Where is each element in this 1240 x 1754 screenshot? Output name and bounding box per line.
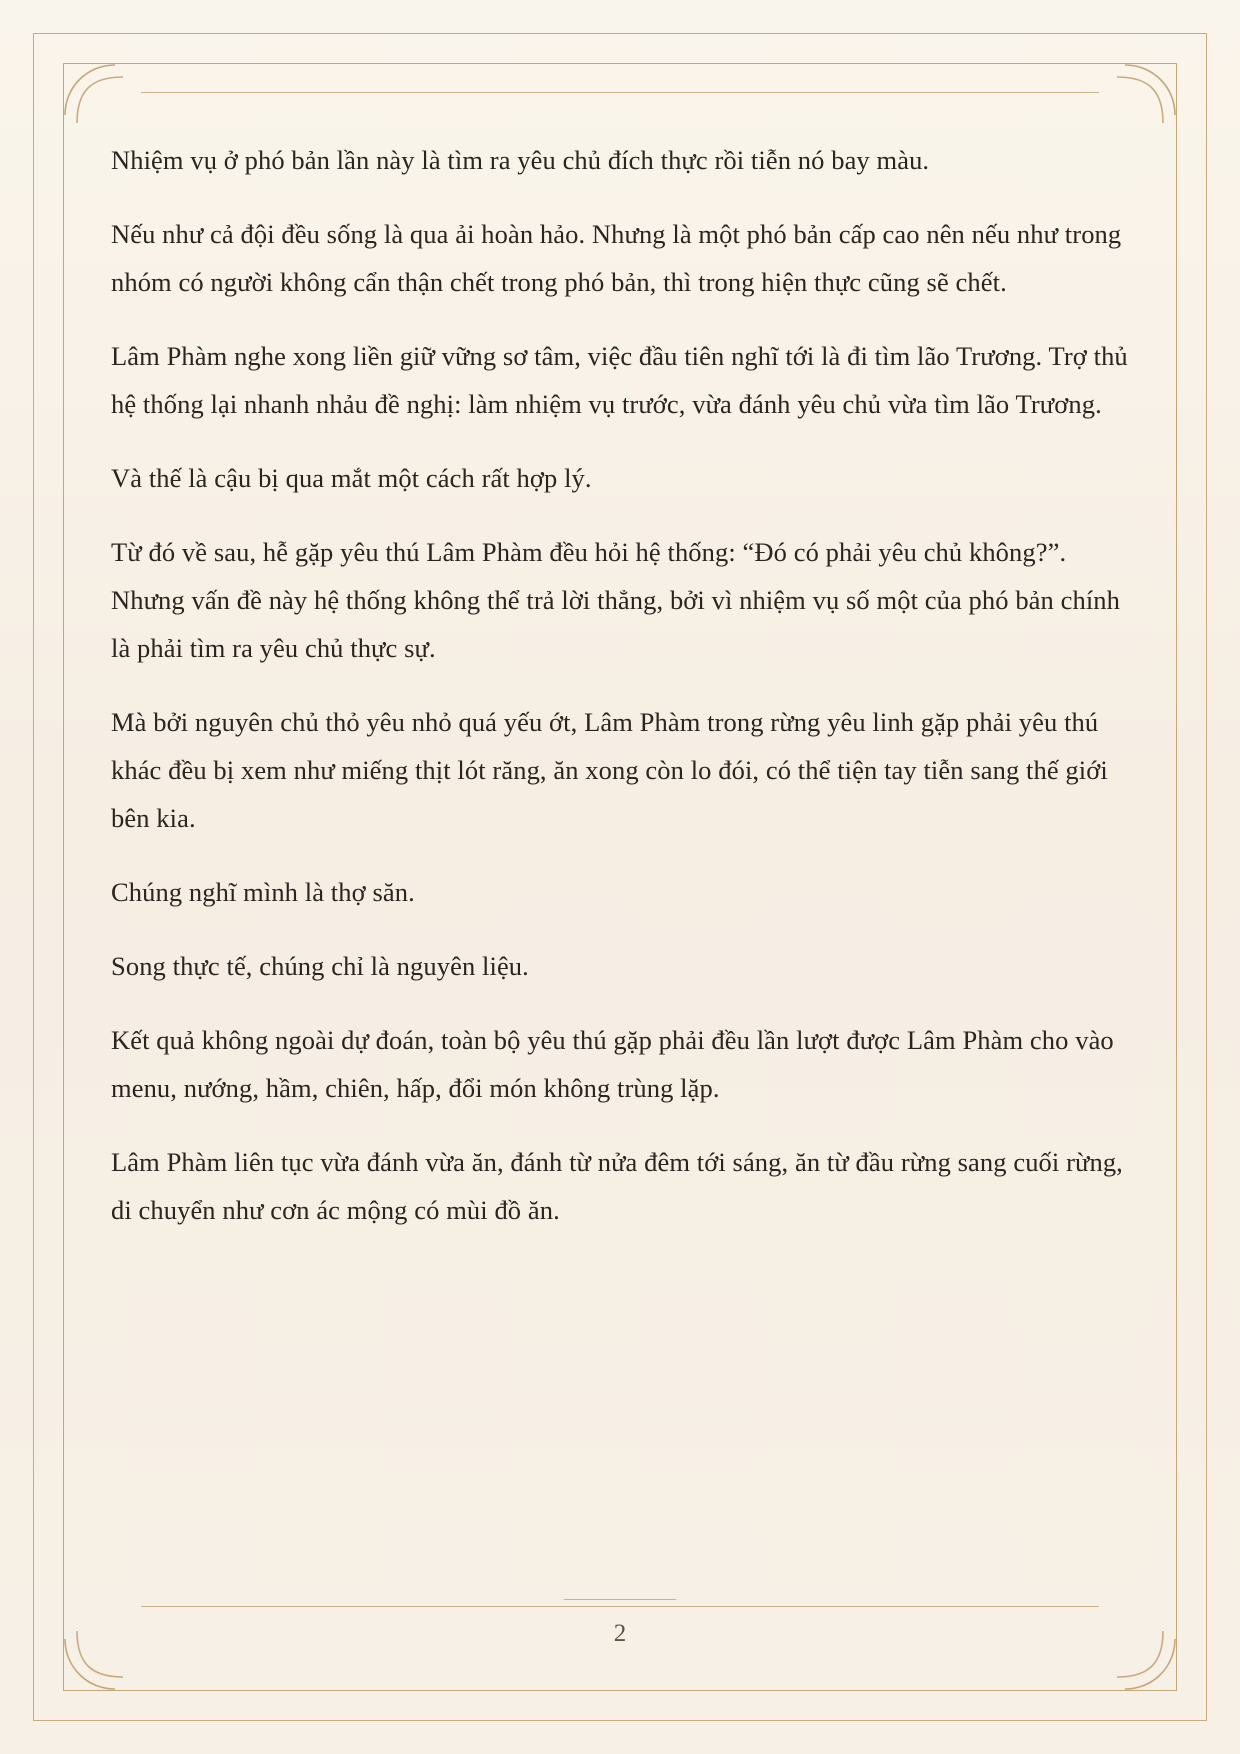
paragraph: Kết quả không ngoài dự đoán, toàn bộ yêu thú gặp phải đều lần lượt được Lâm Phàm cho vào menu, nướng, hầm, chiên, hấp, đổi món không trùng lặp.	[111, 1025, 1114, 1103]
page-number: 2	[613, 1620, 627, 1647]
body-text	[111, 136, 1129, 1234]
paragraph: Từ đó về sau, hễ gặp yêu thú Lâm Phàm đều hỏi hệ thống: “Đó có phải yêu chủ không?”. Nhưng vấn đề này hệ thống không thể trả lời thẳng, bởi vì nhiệm vụ số một của phó bản chính là phải tìm ra yêu chủ thực sự.	[111, 537, 1120, 663]
paragraph: Nếu như cả đội đều sống là qua ải hoàn hảo. Nhưng là một phó bản cấp cao nên nếu như trong nhóm có người không cẩn thận chết trong phó bản, thì trong hiện thực cũng sẽ chết.	[111, 219, 1122, 297]
paragraph: Nhiệm vụ ở phó bản lần này là tìm ra yêu chủ đích thực rồi tiễn nó bay màu.	[111, 145, 930, 175]
paragraph: Và thế là cậu bị qua mắt một cách rất hợp lý.	[111, 463, 592, 493]
page-footer	[105, 1586, 1135, 1662]
footer-rule	[141, 1606, 1099, 1607]
paragraph: Song thực tế, chúng chỉ là nguyên liệu.	[111, 951, 529, 981]
paragraph: Mà bởi nguyên chủ thỏ yêu nhỏ quá yếu ớt, Lâm Phàm trong rừng yêu linh gặp phải yêu thú khác đều bị xem như miếng thịt lót răng, ăn xong còn lo đói, có thể tiện tay tiễn sang thế giới bên kia.	[111, 707, 1108, 833]
footer-ornament-rule	[564, 1599, 676, 1600]
paragraph: Chúng nghĩ mình là thợ săn.	[111, 877, 415, 907]
paragraph: Lâm Phàm liên tục vừa đánh vừa ăn, đánh từ nửa đêm tới sáng, ăn từ đầu rừng sang cuối rừng, di chuyển như cơn ác mộng có mùi đồ ăn.	[111, 1147, 1123, 1225]
page-content	[105, 92, 1135, 1662]
header-rule	[141, 92, 1099, 93]
paragraph: Lâm Phàm nghe xong liền giữ vững sơ tâm, việc đầu tiên nghĩ tới là đi tìm lão Trương. Trợ thủ hệ thống lại nhanh nhảu đề nghị: làm nhiệm vụ trước, vừa đánh yêu chủ vừa tìm lão Trương.	[111, 341, 1128, 419]
